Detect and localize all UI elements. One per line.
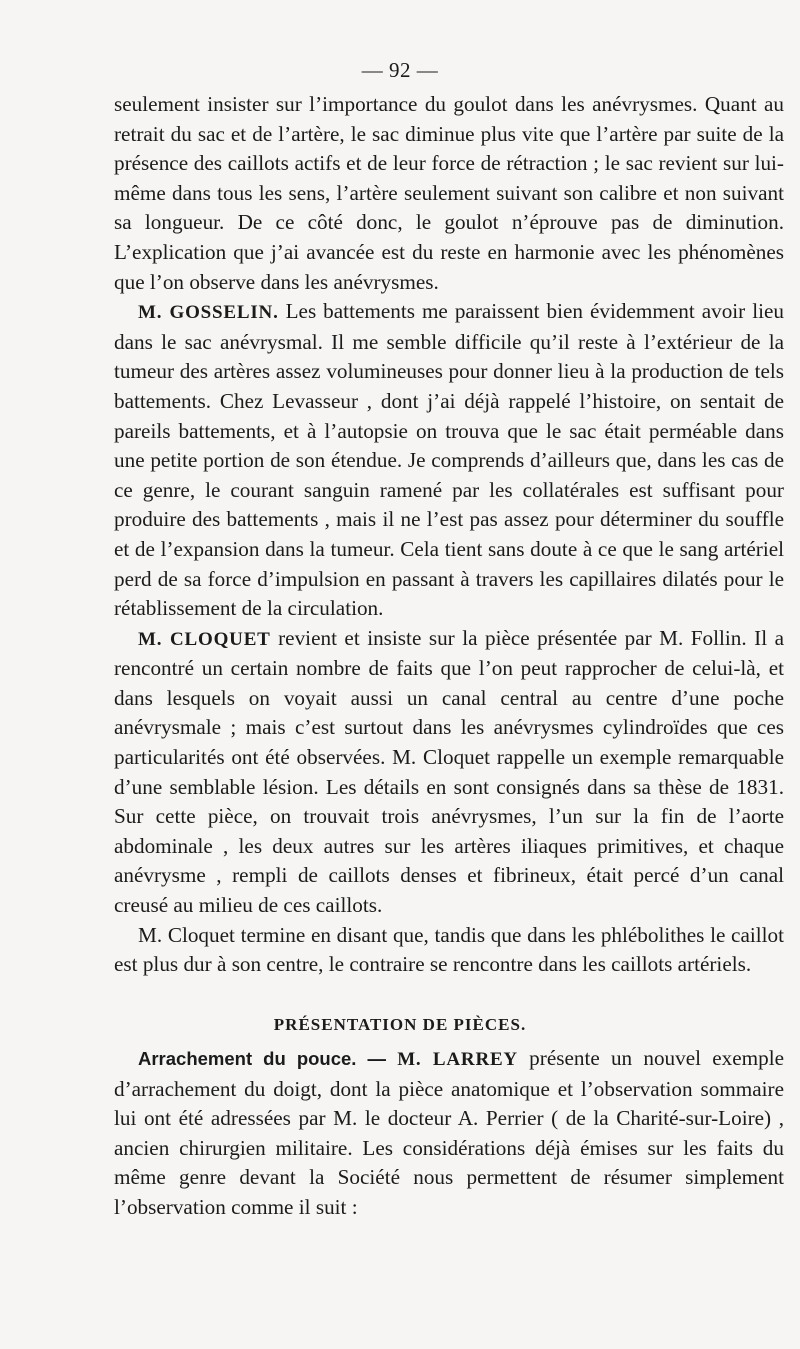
section-heading: PRÉSENTATION DE PIÈCES.	[273, 1015, 527, 1034]
speaker-name: M. CLOQUET	[138, 628, 271, 650]
paragraph-lead: Arrachement du pouce. —	[138, 1048, 386, 1069]
paragraph-text: revient et insiste sur la pièce présentée par M. Follin. Il a rencontré un certain nombre de faits que l’on peut rapprocher de celui-là, et dans lesquels on voyait aussi un canal central au centre d’une poche anévrysmale ; mais c’est surtout dans les anévrysmes cylindroïdes que ces particularités ont été observées. M. Cloquet rappelle un exemple remarquable d’une semblable lésion. Les détails en sont consignés dans sa thèse de 1831. Sur cette pièce, on trouvait trois anévrysmes, l’un sur la fin de l’aorte abdominale , les deux autres sur les artères iliaques primitives, et chaque anévrysme , rempli de caillots denses et fibrineux, était percé d’un canal creusé au milieu de ces caillots.	[114, 625, 784, 918]
paragraph-text: Les battements me paraissent bien évidemment avoir lieu dans le sac anévrysmal. Il me semble difficile qu’il reste à l’extérieur de la tumeur des artères assez volumineuses pour donner lieu à la production de tels battements. Chez Levasseur , dont j’ai déjà rappelé l’histoire, on sentait de pareils battements, et à l’autopsie on trouva que le sac était perméable dans une petite portion de son étendue. Je comprends d’ailleurs que, dans les cas de ce genre, le courant sanguin ramené par les collatérales est suffisant pour produire des battements , mais il ne l’est pas assez pour déterminer du souffle et de l’expansion dans la tumeur. Cela tient sans doute à ce que le sang artériel perd de sa force d’impulsion en passant à travers les capillaires dilatés pour le rétablissement de la circulation.	[114, 299, 784, 621]
paragraph-text: présente un nouvel exemple d’arrachement du doigt, dont la pièce anatomique et l’observation sommaire lui ont été adressées par M. le docteur A. Perrier ( de la Charité-sur-Loire) , ancien chirurgien militaire. Les considérations déjà émises sur les faits du même genre devant la Société nous permettent de résumer simplement l’observation comme il suit :	[114, 1046, 784, 1219]
speaker-name: M. LARREY	[397, 1049, 518, 1070]
body-text-lower	[114, 1044, 784, 1223]
paragraph-continuation	[114, 90, 784, 297]
page-number: — 92 —	[361, 58, 439, 82]
paragraph-text: seulement insister sur l’importance du goulot dans les anévrysmes. Quant au retrait du sac et de l’artère, le sac diminue plus vite que l’artère par suite de la présence des caillots actifs et de leur force de rétraction ; le sac revient sur lui-même dans tous les sens, l’artère seulement suivant son calibre et non suivant sa longueur. De ce côté donc, le goulot n’éprouve pas de diminution. L’explication que j’ai avancée est du reste en harmonie avec les phénomènes que l’on observe dans les anévrysmes.	[114, 92, 784, 294]
body-text-upper	[114, 90, 784, 980]
speaker-name: M. GOSSELIN.	[138, 302, 279, 324]
paragraph-larrey	[114, 1044, 784, 1223]
paragraph-cloquet-conclusion	[114, 921, 784, 980]
paragraph-text: M. Cloquet termine en disant que, tandis que dans les phlébolithes le caillot est plus dur à son centre, le contraire se rencontre dans les caillots artériels.	[114, 922, 784, 977]
paragraph-cloquet	[114, 624, 784, 921]
paragraph-gosselin	[114, 297, 784, 624]
